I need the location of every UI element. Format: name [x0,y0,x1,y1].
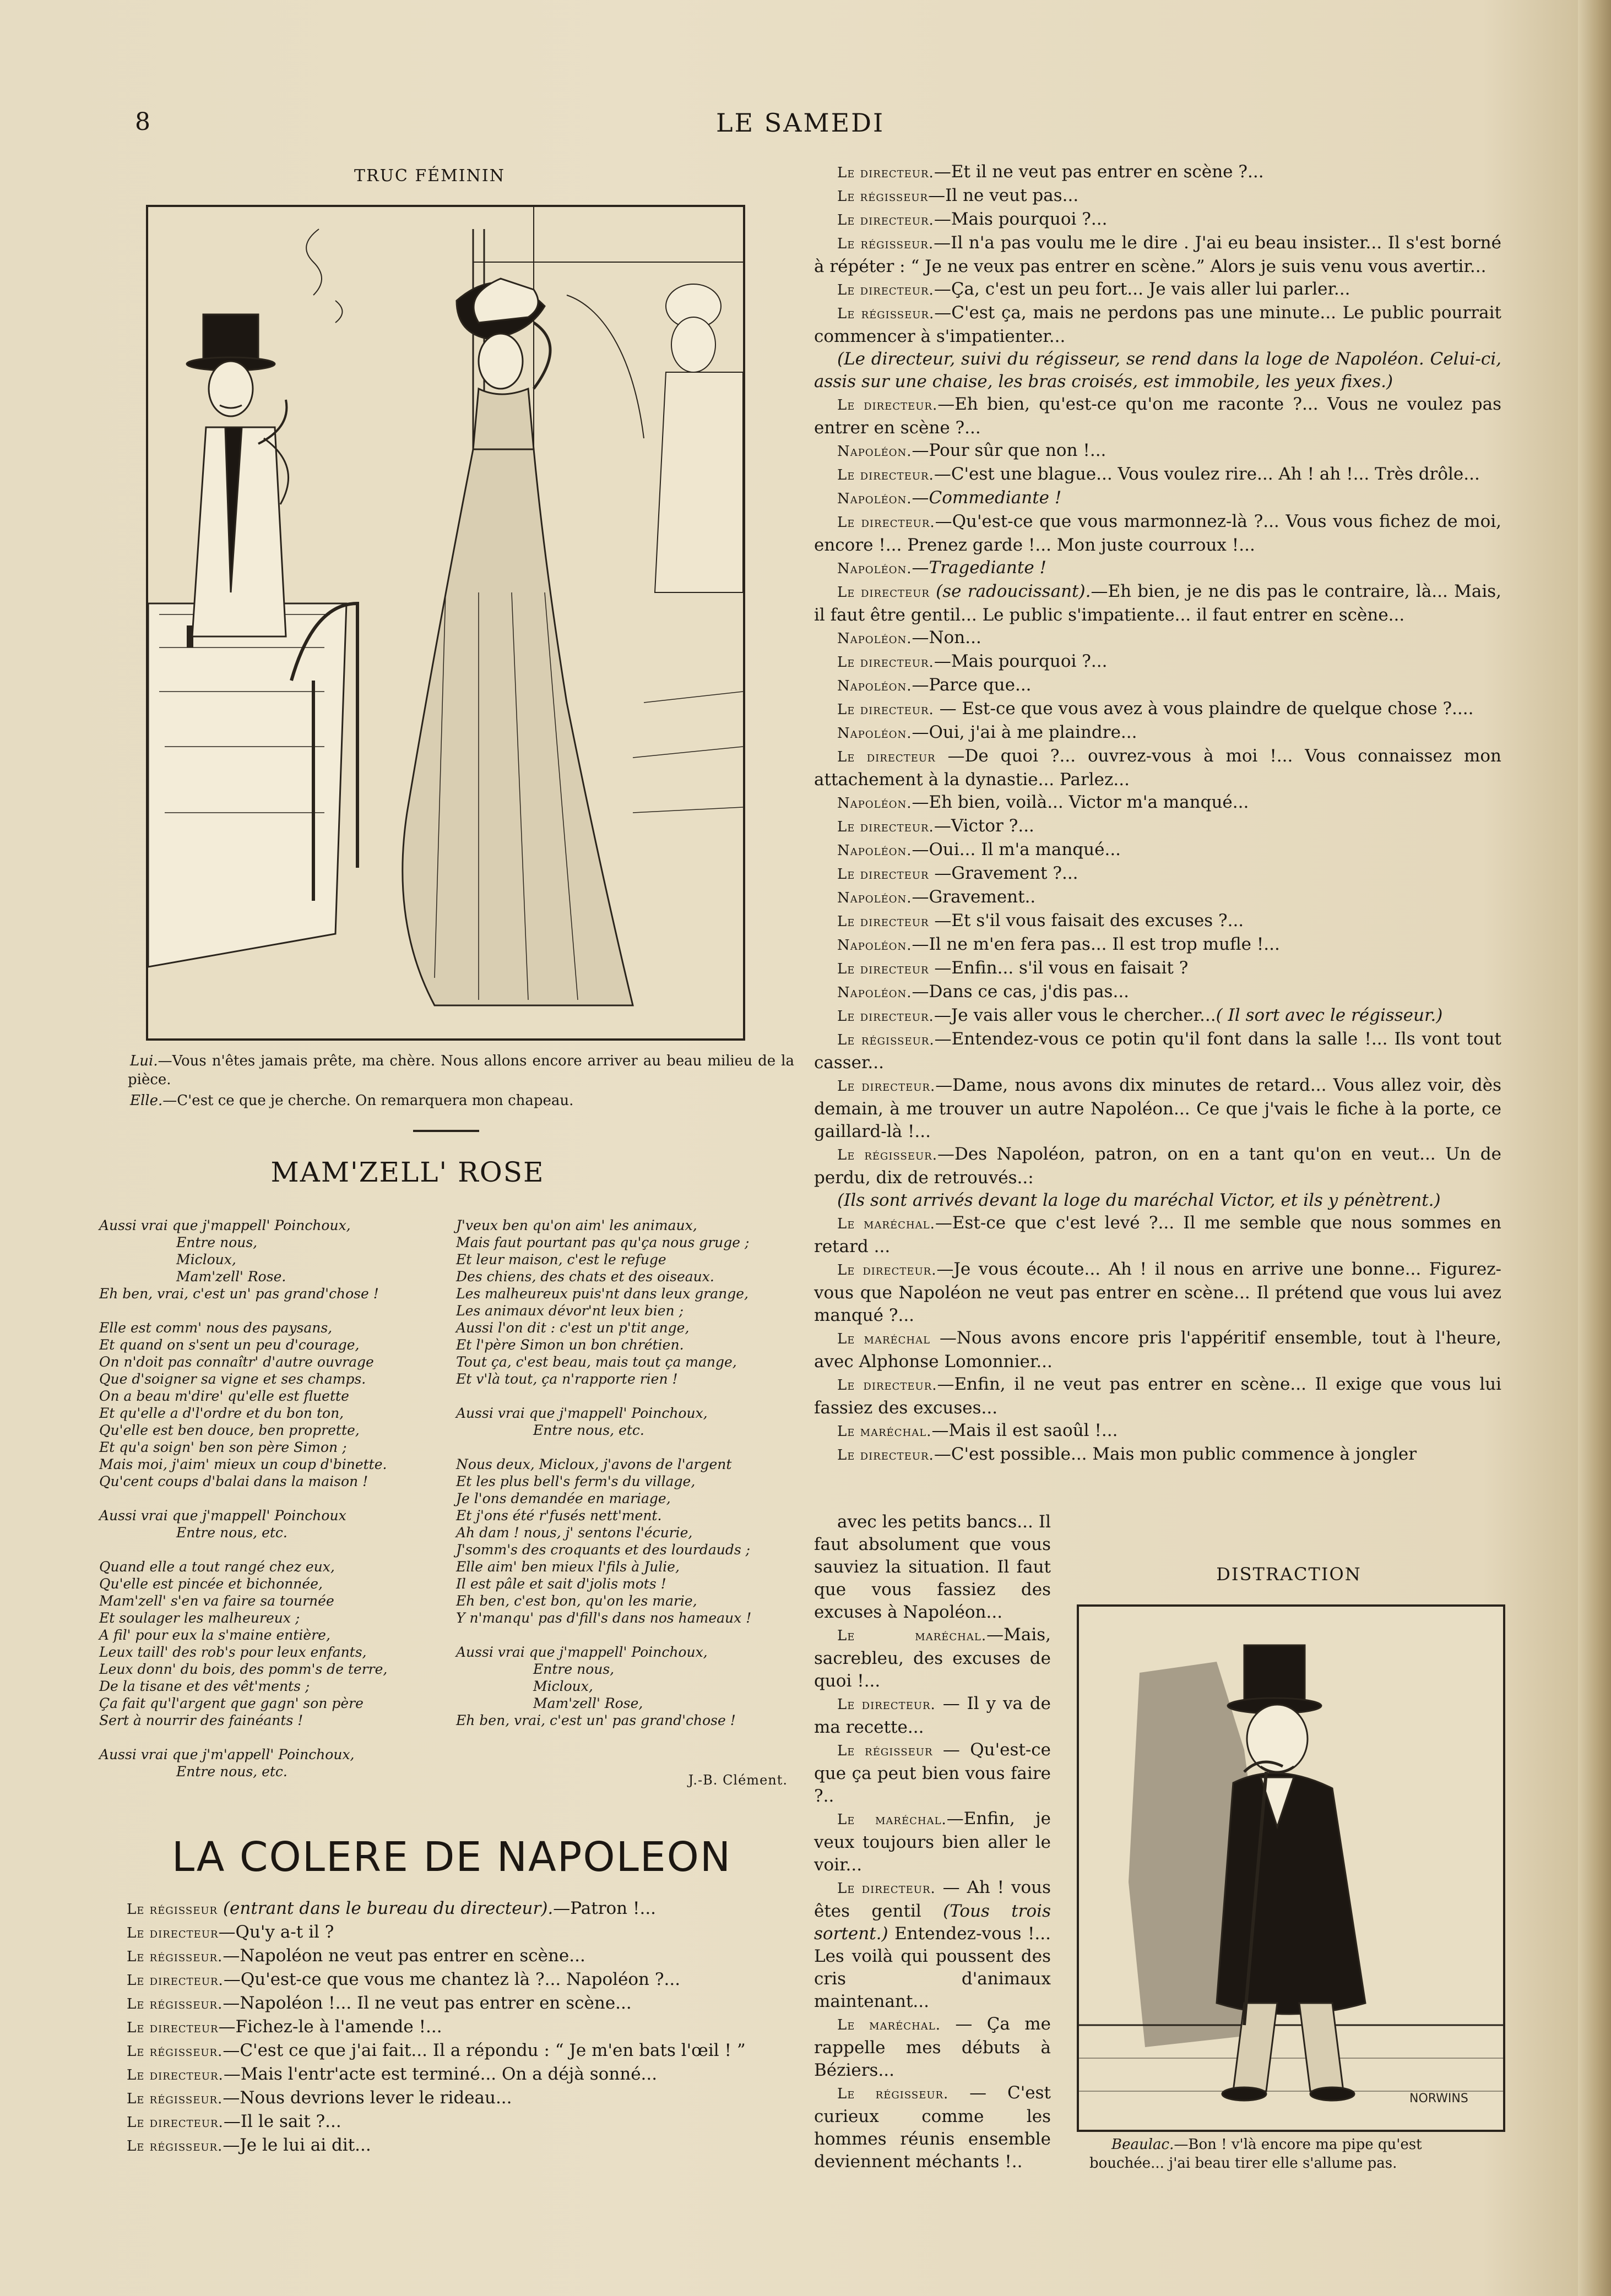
dialogue-paragraph [104,1968,802,1992]
speaker-name: Le maréchal. [837,2017,941,2033]
poem-line: Les animaux dévor'nt leux bien ; [456,1303,684,1319]
poem-line: Ah dam ! nous, j' sentons l'écurie, [456,1525,693,1541]
dialogue-paragraph [104,1921,802,1945]
dialogue-text: —Oui, j'ai à me plaindre... [912,722,1137,742]
dialogue-text: —Mais il est saoûl !... [931,1421,1118,1440]
dialogue-paragraph [814,1739,1051,1808]
poem-line: Les malheureux puis'nt dans leux grange, [456,1286,748,1302]
dialogue-text: —Patron !... [553,1898,657,1918]
poem-line: Des chiens, des chats et des oiseaux. [456,1269,714,1285]
dialogue-text: —Je le lui ai dit... [223,2135,371,2155]
speaker-name: Le directeur [837,584,930,601]
journal-title: LE SAMEDI [716,108,885,138]
dialogue-paragraph [814,557,1501,580]
speaker-name: Napoléon. [837,725,912,742]
poem-line: Leux donn' du bois, des pomm's de terre, [99,1661,388,1677]
speaker-name: Le directeur. [837,1008,934,1025]
poem-line: Et v'là tout, ça n'rapporte rien ! [456,1371,678,1387]
speaker-name: Le maréchal [837,1331,931,1347]
poem-line: Aussi vrai que j'mappell' Poinchoux, [99,1217,351,1233]
speaker-name: Le régisseur. [127,1949,223,1965]
dialogue-text: — Est-ce que vous avez à vous plaindre de quelque chose ?.... [934,699,1474,719]
dialogue-text: —Dans ce cas, j'dis pas... [912,982,1130,1002]
stage-direction: (entrant dans le bureau du directeur). [218,1898,554,1918]
dialogue-text: —Qu'est-ce que vous me chantez là ?... Napoléon ?... [223,1969,681,1989]
dialogue-paragraph [814,1624,1051,1693]
dialogue-text: avec les petits bancs... Il faut absolument que vous sauviez la situation. Il faut que vous fassiez des excuses à Napoléon... [814,1512,1051,1622]
dialogue-paragraph [814,957,1501,981]
poem-line: J'veux ben qu'on aim' les animaux, [456,1217,697,1233]
dialogue-paragraph [814,2082,1051,2173]
stanza-gap [99,1490,441,1507]
speaker-name: Le maréchal. [837,1423,932,1440]
dialogue-text: —Dame, nous avons dix minutes de retard... Vous allez voir, dès demain, à me trouver un autre Napoléon... Ce que j'vais le fiche à la porte, ce gaillard-là !... [814,1075,1501,1141]
poem-line: Micloux, [176,1252,236,1267]
speaker-name: Le régisseur. [127,2091,223,2107]
speaker-name: Napoléon. [837,491,912,507]
speaker-name: Le directeur. [837,701,934,718]
dialogue-paragraph [814,839,1501,862]
dialogue-paragraph [814,487,1501,510]
dialogue-paragraph [814,1693,1051,1739]
colere-left-column [104,1897,802,2158]
dialogue-paragraph [814,580,1501,627]
poem-line: Et qu'a soign' ben son père Simon ; [99,1439,347,1455]
poem-line: Mam'zell' Rose, [533,1695,643,1711]
dialogue-text: — Ah ! vous êtes gentil [814,1878,1051,1921]
speaker-name: Le directeur. [837,1447,934,1463]
dialogue-text: —C'est une blague... Vous voulez rire... Ah ! ah !... Très drôle... [934,464,1480,484]
dialogue-paragraph [814,933,1501,957]
poem-line: Micloux, [533,1678,593,1694]
stage-direction: ( Il sort avec le régisseur.) [1216,1005,1443,1025]
dialogue-paragraph [814,1004,1501,1028]
poem-line: Entre nous, etc. [176,1764,288,1780]
poem-line: Je l'ons demandée en mariage, [456,1490,671,1506]
dialogue-text: —Des Napoléon, patron, on en a tant qu'on en veut... Un de perdu, dix de retrouvés..: [814,1144,1501,1188]
poem-line: Elle est comm' nous des paysans, [99,1320,333,1336]
speaker-name: Le directeur. [127,2067,224,2083]
dialogue-text: —Et il ne veut pas entrer en scène ?... [934,162,1264,182]
speaker-name: Le régisseur. [837,2086,949,2102]
poem-line: Sert à nourrir des fainéants ! [99,1712,303,1728]
dialogue-text: — [912,558,929,578]
stanza-gap [456,1439,809,1456]
poem-line: Qu'elle est ben douce, ben proprette, [99,1422,360,1438]
dialogue-text: —Je vais aller vous le chercher... [934,1005,1216,1025]
poem-line: Aussi vrai que j'mappell' Poinchoux, [456,1644,708,1660]
truc-feminin-illustration [146,205,745,1041]
dialogue-paragraph [814,510,1501,557]
speaker-name: Le régisseur. [127,1996,223,2012]
speaker-name: Le régisseur [837,1743,933,1759]
dialogue-paragraph [814,463,1501,487]
dialogue-paragraph [814,1373,1501,1419]
dialogue-text: —Mais pourquoi ?... [934,209,1108,229]
dialogue-paragraph [814,1808,1051,1876]
dialogue-paragraph [814,278,1501,302]
distraction-caption [1089,2135,1497,2173]
dialogue-text: —Ça, c'est un peu fort... Je vais aller lui parler... [934,279,1350,299]
distraction-artist-signature: NORWINS [1409,2092,1468,2105]
dialogue-text: —Mais l'entr'acte est terminé... On a déjà sonné... [223,2064,658,2084]
poem-line: Il est pâle et sait d'jolis mots ! [456,1576,666,1592]
dialogue-paragraph [814,184,1501,208]
dialogue-paragraph [104,1945,802,1968]
dialogue-text: —Gravement.. [912,887,1036,907]
stage-direction: (Tous trois sortent.) [814,1901,1051,1944]
dialogue-paragraph [814,698,1501,721]
speaker-name: Le régisseur. [837,1147,937,1163]
colere-narrow-column [814,1511,1051,2173]
caption-text-beaulac: —Bon ! v'là encore ma pipe qu'est bouchée... j'ai beau tirer elle s'allume pas. [1089,2136,1422,2172]
stage-direction: Commediante ! [929,488,1062,508]
speaker-name: Napoléon. [837,678,912,694]
poem-line: Qu'elle est pincée et bichonnée, [99,1576,323,1592]
dialogue-text: —Je vous écoute... Ah ! il nous en arrive une bonne... Figurez-vous que Napoléon ne veut pas entrer en scène... Il prétend que vous lui avez manqué ?... [814,1259,1501,1325]
speaker-name: Le directeur. [837,212,934,228]
dialogue-paragraph [814,208,1501,232]
speaker-name: Le directeur. [837,397,938,414]
dialogue-text: — C'est curieux comme les hommes réunis ensemble deviennent méchants !.. [814,2083,1051,2172]
speaker-name: Le directeur [127,1925,219,1941]
dialogue-text: —Victor ?... [934,816,1034,836]
dialogue-text: —Il ne m'en fera pas... Il est trop mufle !... [912,934,1280,954]
speaker-name: Le directeur [837,749,936,765]
speaker-name: Le régisseur. [837,1032,935,1048]
speaker-name: Le directeur. [127,2114,224,2131]
poem-line: Et quand on s'sent un peu d'courage, [99,1337,360,1353]
truc-feminin-caption-1 [128,1052,794,1089]
dialogue-paragraph [104,2016,802,2039]
poem-line: Nous deux, Micloux, j'avons de l'argent [456,1456,732,1472]
speaker-name: Le directeur. [837,1262,937,1278]
caption-speaker-beaulac: Beaulac. [1111,2136,1174,2153]
dialogue-text: —Qu'est-ce que vous marmonnez-là ?... Vous vous fichez de moi, encore !... Prenez garde !... Mon juste courroux !... [814,512,1502,555]
poem-line: Mais moi, j'aim' mieux un coup d'binette. [99,1456,387,1472]
dialogue-text: —Nous avons encore pris l'appéritif ensemble, tout à l'heure, avec Alphonse Lomonnier... [814,1328,1502,1372]
poem-line: J'somm's des croquants et des lourdauds ; [456,1542,751,1558]
dialogue-text: —Enfin... s'il vous en faisait ? [929,958,1189,978]
poem-line: Mais faut pourtant pas qu'ça nous gruge ; [456,1234,750,1250]
speaker-name: Le directeur. [127,1972,224,1989]
dialogue-paragraph [814,1876,1051,2013]
caption-text-lui: —Vous n'êtes jamais prête, ma chère. Nous allons encore arriver au beau milieu de la pièce. [128,1053,794,1088]
dialogue-paragraph [814,393,1501,439]
stanza-gap [456,1626,809,1644]
stage-direction: (Le directeur, suivi du régisseur, se rend dans la loge de Napoléon. Celui-ci, assis sur une chaise, les bras croisés, est immobile, les yeux fixes.) [814,349,1501,391]
speaker-name: Le directeur. [837,1377,937,1394]
poem-line: Aussi vrai que j'm'appell' Poinchoux, [99,1747,355,1762]
speaker-name: Le directeur. [837,654,934,671]
dialogue-paragraph [104,1897,802,1921]
dialogue-paragraph [104,2110,802,2134]
poem-line: Et les plus bell's ferm's du village, [456,1473,696,1489]
poem-line: Entre nous, [533,1661,615,1677]
speaker-name: Napoléon. [837,890,912,906]
rose-poem-signature-block [540,1772,788,1789]
poem-line: On n'doit pas connaîtr' d'autre ouvrage [99,1354,374,1370]
speaker-name: Napoléon. [837,561,912,577]
dialogue-paragraph [814,161,1501,184]
caption-speaker-elle: Elle. [130,1092,163,1109]
theatre-couple-drawing [148,207,743,1038]
speaker-name: Napoléon. [837,984,912,1001]
truc-feminin-caption-2 [128,1091,794,1110]
speaker-name: Le régisseur [127,1901,218,1918]
dialogue-text: —Eh bien, voilà... Victor m'a manqué... [912,792,1249,812]
poem-line: On a beau m'dire' qu'elle est fluette [99,1388,349,1404]
poem-line: Tout ça, c'est beau, mais tout ça mange, [456,1354,737,1370]
speaker-name: Le directeur. [837,819,934,835]
poem-line: Entre nous, [176,1234,258,1250]
dialogue-text: — Qu'est-ce que ça peut bien vous faire ?.. [814,1740,1051,1806]
dialogue-paragraph [814,232,1501,278]
poem-line: Entre nous, etc. [176,1525,288,1541]
dialogue-text: —Eh bien, qu'est-ce qu'on me raconte ?... Vous ne voulez pas entrer en scène ?... [814,394,1502,438]
poem-line: Que d'soigner sa vigne et ses champs. [99,1371,366,1387]
dialogue-text: —Oui... Il m'a manqué... [912,840,1121,859]
poem-line: Mam'zell' s'en va faire sa tournée [99,1593,334,1609]
dialogue-text: —C'est ce que j'ai fait... Il a répondu : “ Je m'en bats l'œil ! ” [223,2041,746,2060]
speaker-name: Le maréchal. [837,1628,987,1644]
dialogue-text: —Enfin, il ne veut pas entrer en scène... Il exige que vous lui fassiez des excuses... [814,1374,1501,1418]
dialogue-text: —Gravement ?... [929,863,1078,883]
dialogue-text: — Ça me rappelle mes débuts à Béziers... [814,2014,1051,2080]
poem-line: Aussi l'on dit : c'est un p'tit ange, [456,1320,690,1336]
poem-line: Eh ben, vrai, c'est un' pas grand'chose ! [456,1712,736,1728]
speaker-name: Le directeur. [837,1880,936,1897]
dialogue-paragraph [814,1419,1501,1443]
dialogue-paragraph [814,910,1501,933]
speaker-name: Le régisseur. [127,2043,223,2060]
speaker-name: Le directeur. [837,514,935,531]
dialogue-paragraph [814,791,1501,815]
dialogue-paragraph [814,1511,1051,1624]
speaker-name: Le directeur. [837,282,934,298]
dialogue-paragraph [814,745,1501,791]
dialogue-paragraph [814,302,1501,348]
speaker-name: Le directeur [837,913,929,930]
speaker-name: Le maréchal. [837,1216,935,1232]
poem-line: Ça fait qu'l'argent que gagn' son père [99,1695,364,1711]
dialogue-text: —Mais pourquoi ?... [934,651,1108,671]
poem-line: Eh ben, vrai, c'est un' pas grand'chose ! [99,1286,379,1302]
dialogue-text: —Fichez-le à l'amende !... [218,2017,442,2037]
poem-line: Quand elle a tout rangé chez eux, [99,1559,335,1575]
dialogue-text: —Il le sait ?... [223,2112,341,2131]
dialogue-paragraph [104,2039,802,2063]
poem-line: De la tisane et des vêt'ments ; [99,1678,310,1694]
stage-direction: (Ils sont arrivés devant la loge du maréchal Victor, et ils y pénètrent.) [837,1190,1441,1210]
dialogue-text: —Il ne veut pas... [928,186,1079,205]
dialogue-text: Entendez-vous !... Les voilà qui poussent des cris d'animaux maintenant... [814,1924,1051,2011]
poem-line: Et qu'elle a d'l'ordre et du bon ton, [99,1405,344,1421]
dialogue-text: —Nous devrions lever le rideau... [223,2088,512,2108]
dialogue-paragraph [814,862,1501,886]
caption-speaker-lui: Lui. [130,1053,158,1069]
dialogue-paragraph [814,1189,1501,1212]
dialogue-paragraph [104,1992,802,2016]
caption-text-elle: —C'est ce que je cherche. On remarquera mon chapeau. [162,1092,574,1109]
dialogue-paragraph [104,2134,802,2158]
speaker-name: Le directeur. [837,1078,936,1095]
poem-line: Mam'zell' Rose. [176,1269,286,1285]
dialogue-paragraph [814,1212,1501,1258]
colere-right-column [814,161,1501,1467]
poem-line: Et l'père Simon un bon chrétien. [456,1337,684,1353]
poem-line: Aussi vrai que j'mappell' Poinchoux, [456,1405,708,1421]
dialogue-text: —Entendez-vous ce potin qu'il font dans la salle !... Ils vont tout casser... [814,1029,1501,1073]
speaker-name: Le maréchal. [837,1811,947,1828]
speaker-name: Napoléon. [837,443,912,460]
poem-line: Aussi vrai que j'mappell' Poinchoux [99,1508,346,1524]
poem-line: Elle aim' ben mieux l'fils à Julie, [456,1559,680,1575]
page-number: 8 [135,108,150,136]
dialogue-paragraph [814,674,1501,698]
stanza-gap [456,1388,809,1405]
dialogue-paragraph [814,627,1501,650]
dialogue-paragraph [814,1028,1501,1074]
distraction-illustration [1077,1604,1505,2132]
page-binding-edge [1578,0,1611,2296]
dialogue-paragraph [814,721,1501,745]
dialogue-paragraph [104,2063,802,2087]
speaker-name: Napoléon. [837,630,912,647]
dialogue-text: —Qu'y a-t il ? [218,1922,334,1942]
dialogue-text: —C'est possible... Mais mon public commence à jongler [934,1444,1417,1464]
section-divider [413,1130,479,1132]
speaker-name: Le régisseur. [837,236,934,252]
speaker-name: Le directeur. [837,1696,936,1713]
dialogue-text: —Il n'a pas voulu me le dire . J'ai eu beau insister... Il s'est borné à répéter : “ Je ne veux pas entrer en scène.” Alors je suis venu vous avertir... [814,233,1501,276]
poem-line: Entre nous, etc. [533,1422,644,1438]
dialogue-paragraph [814,650,1501,674]
speaker-name: Le directeur [837,866,929,883]
dialogue-text: —Mais, sacrebleu, des excuses de quoi !... [814,1625,1051,1691]
distraction-title: DISTRACTION [1216,1564,1362,1585]
speaker-name: Napoléon. [837,795,912,812]
dialogue-text: — Il y va de ma recette... [814,1694,1051,1737]
dialogue-text: —Eh bien, je ne dis pas le contraire, là... Mais, il faut être gentil... Le public s'impatiente... il faut entrer en scène... [814,581,1501,625]
speaker-name: Le directeur [127,2020,219,2036]
poem-line: Et soulager les malheureux ; [99,1610,300,1626]
stanza-gap [99,1302,441,1319]
dialogue-text: — [912,488,929,508]
speaker-name: Napoléon. [837,937,912,954]
dialogue-paragraph [814,1074,1501,1143]
speaker-name: Le régisseur [837,188,929,205]
rose-poem-column-2 [456,1217,809,1729]
dialogue-text: —Pour sûr que non !... [912,440,1106,460]
dialogue-paragraph [814,439,1501,463]
poem-line: Y n'manqu' pas d'fill's dans nos hameaux ! [456,1610,752,1626]
poem-line: Et leur maison, c'est le refuge [456,1252,666,1267]
truc-feminin-title: TRUC FÉMININ [354,166,505,186]
stanza-gap [99,1541,441,1558]
speaker-name: Napoléon. [837,842,912,859]
dialogue-paragraph [814,815,1501,839]
stage-direction: Tragediante ! [929,558,1046,578]
dialogue-paragraph [814,2013,1051,2082]
colere-napoleon-title: LA COLERE DE NAPOLEON [171,1833,732,1881]
dialogue-text: —Enfin, je veux toujours bien aller le voir... [814,1809,1051,1875]
dialogue-text: —Napoléon ne veut pas entrer en scène... [223,1946,585,1966]
speaker-name: Le directeur. [837,467,934,483]
speaker-name: Le directeur. [837,165,934,181]
dialogue-paragraph [814,981,1501,1004]
dialogue-paragraph [104,2087,802,2110]
speaker-name: Le régisseur. [127,2138,223,2154]
dialogue-text: —Napoléon !... Il ne veut pas entrer en scène... [223,1993,632,2013]
poem-line: A fil' pour eux la s'maine entière, [99,1627,330,1643]
beaulac-pipe-drawing [1079,1607,1503,2130]
rose-poem-title: MAM'ZELL' ROSE [270,1156,545,1188]
poem-line: Et j'ons été r'fusés nett'ment. [456,1508,662,1524]
dialogue-paragraph [814,1143,1501,1189]
dialogue-text: —C'est ça, mais ne perdons pas une minute... Le public pourrait commencer à s'impatienter... [814,303,1502,346]
rose-poem-column-1 [99,1217,441,1780]
poem-line: Eh ben, c'est bon, qu'on les marie, [456,1593,697,1609]
dialogue-paragraph [814,1258,1501,1327]
dialogue-text: —Est-ce que c'est levé ?... Il me semble que nous sommes en retard ... [814,1213,1501,1256]
speaker-name: Le directeur [837,961,929,977]
poem-line: Qu'cent coups d'balai dans la maison ! [99,1473,368,1489]
stage-direction: (se radoucissant). [929,581,1091,601]
dialogue-text: —Et s'il vous faisait des excuses ?... [929,911,1244,931]
speaker-name: Le régisseur. [837,306,935,322]
dialogue-text: —Non... [912,628,981,648]
dialogue-paragraph [814,348,1501,393]
poem-line: Leux taill' des rob's pour leux enfants, [99,1644,367,1660]
rose-poem-signature: J.-B. Clément. [688,1772,788,1788]
dialogue-paragraph [814,886,1501,910]
dialogue-text: —De quoi ?... ouvrez-vous à moi !... Vous connaissez mon attachement à la dynastie... Parlez... [814,746,1502,790]
stanza-gap [99,1729,441,1746]
dialogue-text: —Parce que... [912,675,1032,695]
dialogue-paragraph [814,1327,1501,1373]
dialogue-paragraph [814,1443,1501,1467]
